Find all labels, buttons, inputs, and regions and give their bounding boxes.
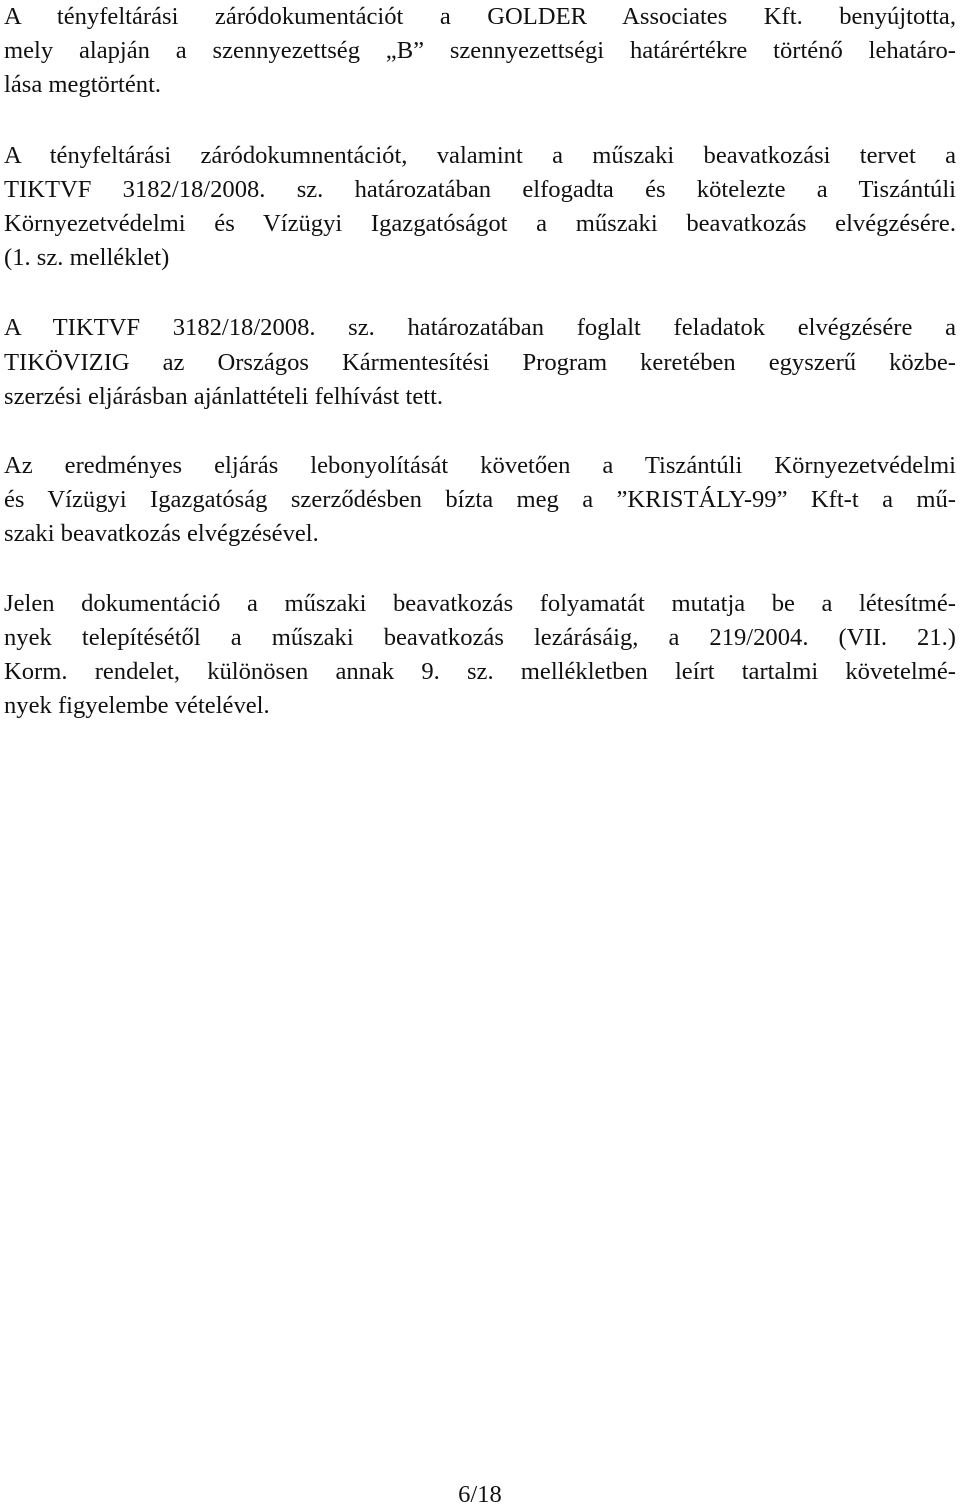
text-line: TIKTVF 3182/18/2008. sz. határozatában elfogadta és kötelezte a Tiszántúli: [4, 175, 956, 203]
page-number: 6/18: [458, 1481, 502, 1508]
paragraph-documentation-scope: [4, 587, 956, 724]
text-line: nyek telepítésétől a műszaki beavatkozás lezárásáig, a 219/2004. (VII. 21.): [4, 623, 956, 651]
text-line: Környezetvédelmi és Vízügyi Igazgatóságot a műszaki beavatkozás elvégzésére.: [4, 210, 956, 238]
text-line: szerzési eljárásban ajánlattételi felhívást tett.: [4, 382, 444, 410]
text-line: szaki beavatkozás elvégzésével.: [4, 520, 319, 548]
paragraph-spacer: [4, 414, 956, 449]
text-line: mely alapján a szennyezettség „B” szennyezettségi határértékre történő lehatáro-: [4, 37, 956, 65]
text-line: Korm. rendelet, különösen annak 9. sz. mellékletben leírt tartalmi követelmé-: [4, 658, 956, 686]
text-line: lása megtörtént.: [4, 71, 162, 99]
paragraph-procurement: [4, 311, 956, 414]
text-line: Az eredményes eljárás lebonyolítását követően a Tiszántúli Környezetvédelmi: [4, 452, 956, 480]
text-line: TIKÖVIZIG az Országos Kármentesítési Program keretében egyszerű közbe-: [4, 348, 956, 376]
paragraph-contract-award: [4, 449, 956, 552]
paragraph-spacer: [4, 103, 956, 139]
text-line: (1. sz. melléklet): [4, 244, 170, 272]
text-line: A tényfeltárási záródokumentációt a GOLDER Associates Kft. benyújtotta,: [4, 3, 956, 30]
paragraph-resolution-approval: [4, 139, 956, 276]
paragraph-spacer: [4, 552, 956, 587]
text-line: Jelen dokumentáció a műszaki beavatkozás folyamatát mutatja be a létesítmé-: [4, 589, 956, 617]
text-line: A TIKTVF 3182/18/2008. sz. határozatában foglalt feladatok elvégzésére a: [4, 314, 956, 342]
body-text: [4, 0, 956, 723]
text-line: nyek figyelembe vételével.: [4, 692, 270, 720]
text-line: és Vízügyi Igazgatóság szerződésben bízta meg a ”KRISTÁLY-99” Kft-t a mű-: [4, 486, 956, 514]
text-line: A tényfeltárási záródokumnentációt, valamint a műszaki beavatkozási tervet a: [4, 141, 956, 169]
paragraph-spacer: [4, 275, 956, 311]
paragraph-closing-documentation: [4, 0, 956, 103]
